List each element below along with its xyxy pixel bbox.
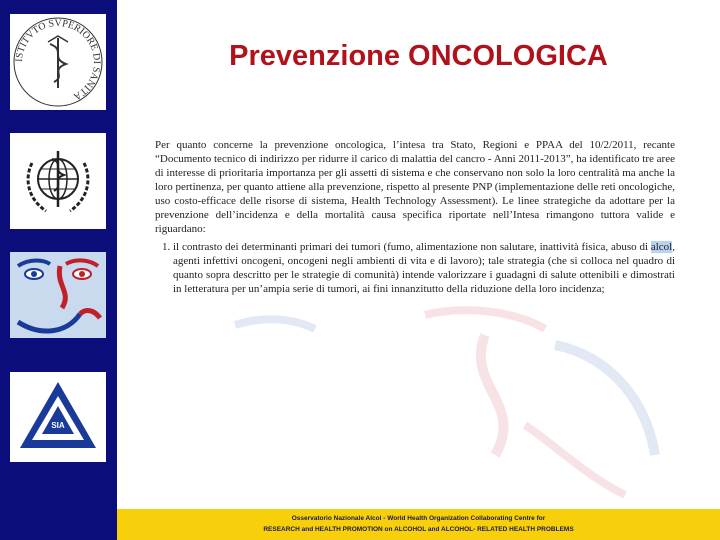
item-text-after: , agenti infettivi oncogeni, oncogeni negli ambienti di vita e di lavoro); tale strategia (che si colloca nel quadro di quanto sopra descritto per le strategie di comunità) intende valorizzare i guadagni di salute ottenibili e dimostrati in letteratura per un’ampia serie di tumori, ai fini innanzitutto della riduzione della loro incidenza; [173, 241, 675, 295]
sia-logo-text: SIA [51, 421, 65, 430]
who-logo [10, 133, 106, 229]
list-item [173, 240, 675, 296]
slide-title: Prevenzione ONCOLOGICA [229, 40, 608, 72]
istituto-superiore-di-sanita-logo-icon [10, 14, 106, 110]
sia-triangle-logo-icon [10, 372, 106, 462]
face-logo [10, 252, 106, 338]
watermark-face-icon [225, 305, 715, 505]
item-text-before: il contrasto dei determinanti primari dei tumori (fumo, alimentazione non salutare, inattività fisica, abuso di [173, 241, 651, 253]
intro-paragraph: Per quanto concerne la prevenzione oncologica, l’intesa tra Stato, Regioni e PPAA del 10/2/2011, recante “Documento tecnico di indirizzo per ridurre il carico di malattia del cancro - Anni 2011-2013”, ha identificato tre aree di interesse di prioritaria importanza per gli assetti di sistema e che conservano non solo la loro centralità ma anche la loro pertinenza, per quanto attiene alla prevenzione, rispetto al presente PNP (implementazione delle reti oncologiche, uso costo-efficace delle risorse di sistema, Health Technology Assessment). Le linee strategiche da adottare per la prevenzione dell’incidenza e della mortalità causa specifica riportate nell’Intesa rimangono tuttora valide e riguardano: [155, 139, 675, 235]
highlighted-word: alcol [650, 241, 673, 253]
sia-logo [10, 372, 106, 462]
abstract-face-logo-icon [10, 252, 106, 338]
strategy-list [155, 240, 675, 296]
footer-line-2: RESEARCH and HEALTH PROMOTION on ALCOHOL and ALCOHOL- RELATED HEALTH PROBLEMS [263, 526, 574, 533]
iss-logo [10, 14, 106, 110]
iss-ring-text: ISTITVTO SVPERIORE DI SANITÀ [13, 17, 103, 102]
document-excerpt [155, 138, 675, 296]
sidebar [0, 0, 117, 540]
world-health-organization-logo-icon [10, 133, 106, 229]
footer-bar [117, 509, 720, 540]
footer-line-1: Osservatorio Nazionale Alcol - World Health Organization Collaborating Centre for [291, 515, 546, 522]
